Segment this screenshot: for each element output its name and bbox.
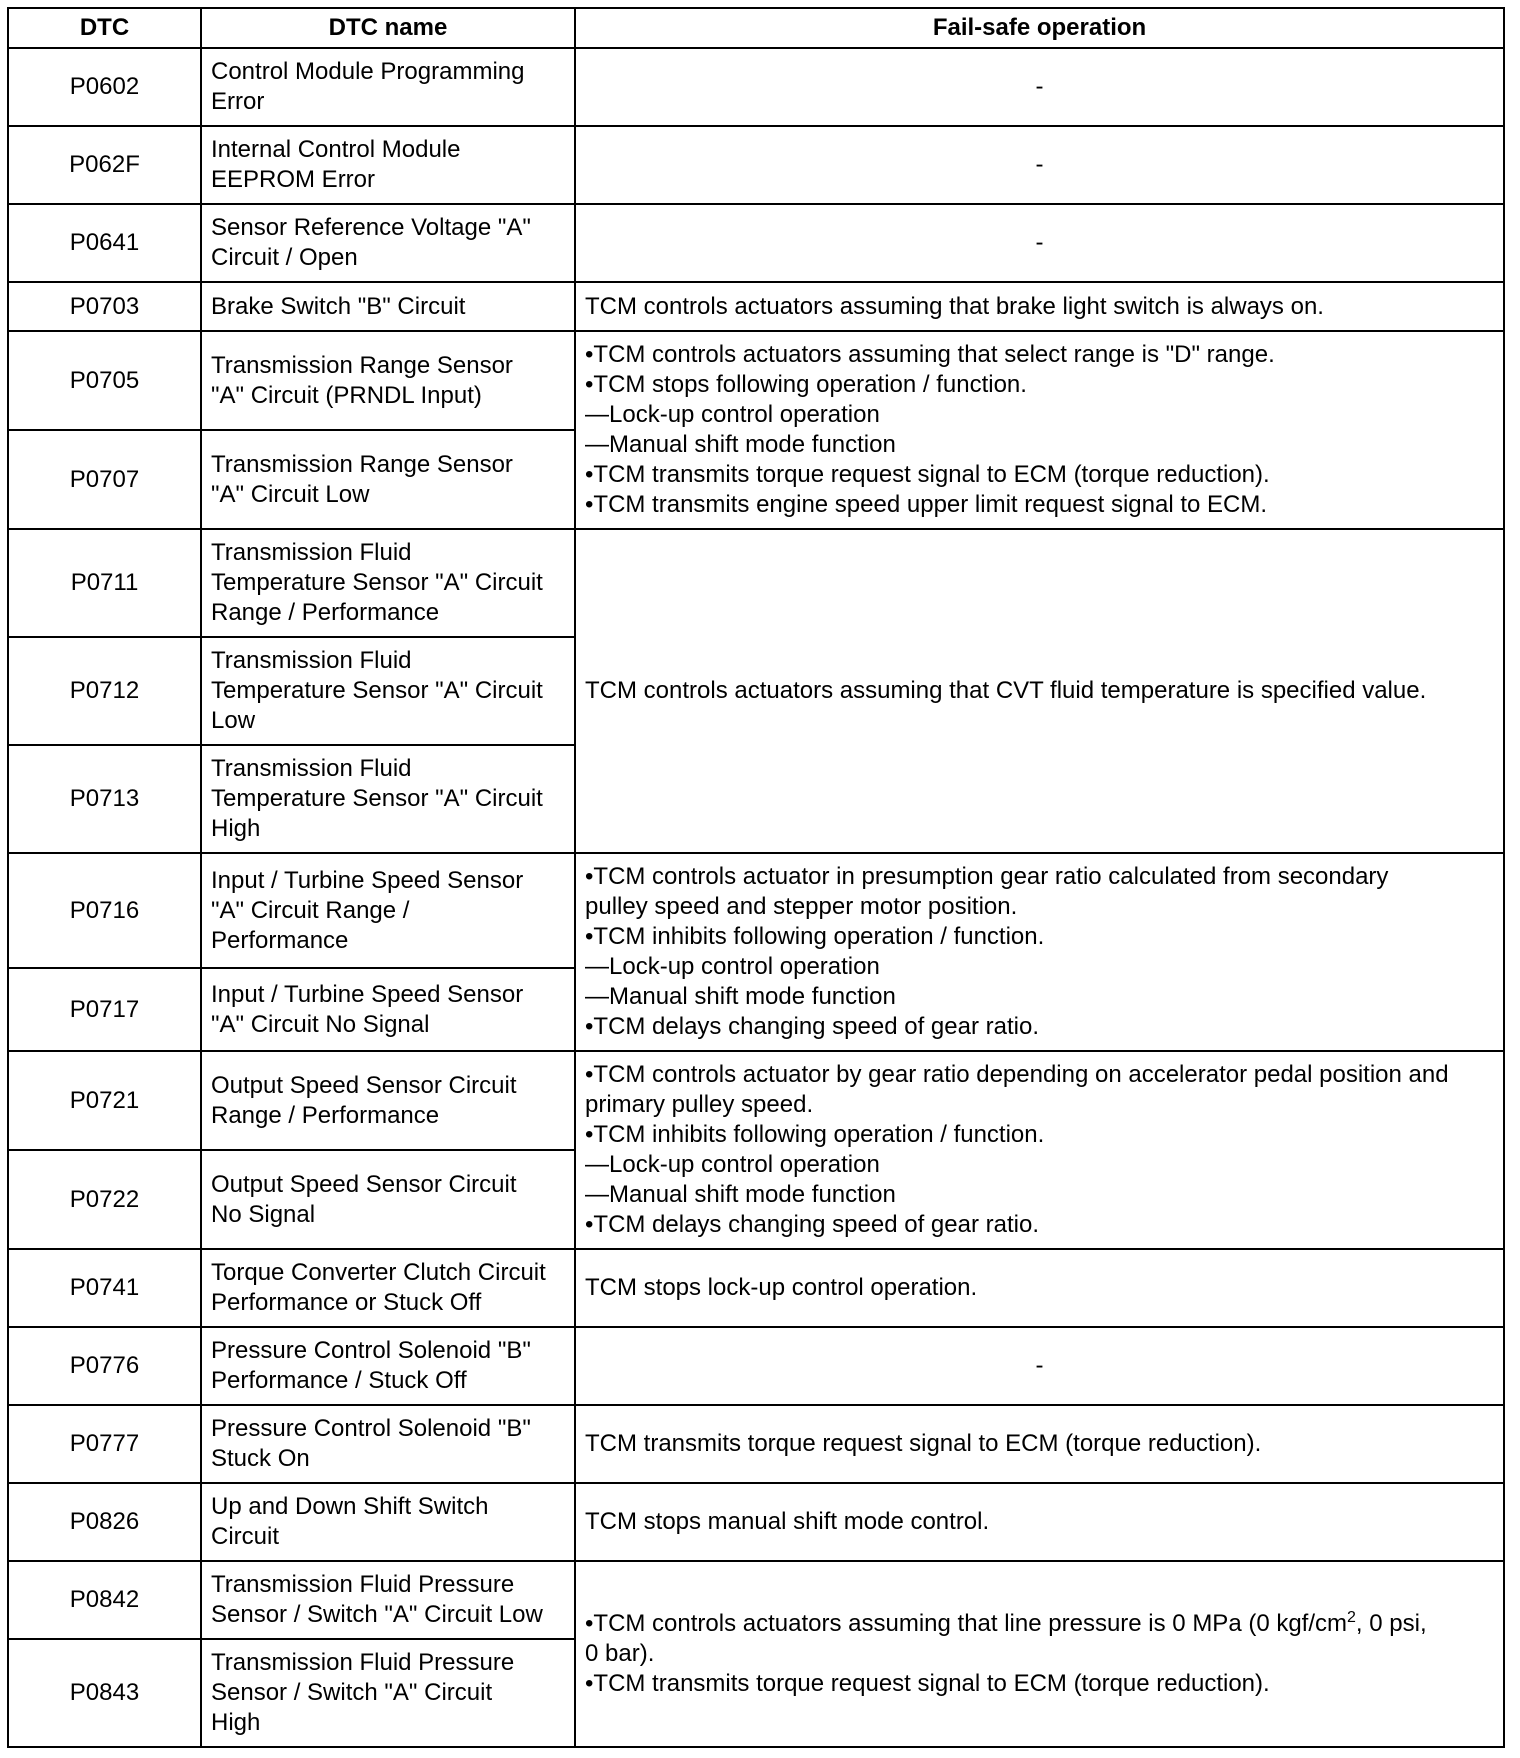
table-row <box>8 48 1504 126</box>
failsafe-line: •TCM stops following operation / function. <box>585 371 1027 398</box>
dtc-name-line: Transmission Range Sensor <box>211 351 513 379</box>
table-row <box>8 204 1504 282</box>
failsafe-text: , 0 psi, <box>1355 1610 1427 1637</box>
failsafe-line: —Manual shift mode function <box>585 1181 896 1208</box>
failsafe-operation: TCM stops lock-up control operation. <box>575 1249 1504 1327</box>
dtc-code: P0713 <box>8 745 201 853</box>
table-row <box>8 1483 1504 1561</box>
dtc-name-line: Input / Turbine Speed Sensor <box>211 980 524 1008</box>
failsafe-line: —Lock-up control operation <box>585 953 880 980</box>
dtc-table-page <box>7 7 1503 1748</box>
dtc-code: P0717 <box>8 968 201 1051</box>
failsafe-line: primary pulley speed. <box>585 1091 814 1118</box>
dtc-name-line: Performance or Stuck Off <box>211 1289 482 1316</box>
dtc-code: P0826 <box>8 1483 201 1561</box>
superscript-2: 2 <box>1347 1609 1356 1626</box>
failsafe-operation: - <box>575 1327 1504 1405</box>
dtc-name-line: Sensor / Switch "A" Circuit Low <box>211 1601 543 1628</box>
failsafe-line: •TCM controls actuator in presumption gear ratio calculated from secondary <box>585 863 1389 890</box>
dtc-name <box>201 430 575 529</box>
failsafe-text: •TCM controls actuators assuming that line pressure is 0 MPa (0 kgf/cm <box>585 1610 1348 1637</box>
table-row <box>8 126 1504 204</box>
dtc-name-line: Internal Control Module <box>211 136 461 163</box>
table-row <box>8 331 1504 430</box>
dtc-name-line: Transmission Fluid <box>211 539 412 566</box>
failsafe-operation: TCM stops manual shift mode control. <box>575 1483 1504 1561</box>
dtc-name-line: Input / Turbine Speed Sensor <box>211 866 524 894</box>
dtc-code: P0722 <box>8 1150 201 1249</box>
table-row <box>8 1405 1504 1483</box>
dtc-name-line: Performance <box>211 926 349 954</box>
failsafe-line: —Lock-up control operation <box>585 1151 880 1178</box>
failsafe-line: •TCM transmits torque request signal to ECM (torque reduction). <box>585 1670 1270 1697</box>
dtc-name-line: Range / Performance <box>211 1101 440 1129</box>
dtc-code: P0842 <box>8 1561 201 1639</box>
dtc-code: P0712 <box>8 637 201 745</box>
failsafe-operation <box>575 331 1504 529</box>
dtc-name <box>201 1639 575 1747</box>
dtc-name-line: Pressure Control Solenoid "B" <box>211 1415 531 1442</box>
dtc-name-line: Transmission Range Sensor <box>211 450 513 478</box>
dtc-name-line: Transmission Fluid <box>211 755 412 782</box>
dtc-code: P0777 <box>8 1405 201 1483</box>
failsafe-line: •TCM controls actuators assuming that select range is "D" range. <box>585 341 1275 368</box>
dtc-name <box>201 282 575 331</box>
dtc-name <box>201 48 575 126</box>
failsafe-line: 0 bar). <box>585 1640 655 1667</box>
failsafe-operation: - <box>575 204 1504 282</box>
dtc-name-line: Torque Converter Clutch Circuit <box>211 1259 546 1286</box>
dtc-name <box>201 853 575 968</box>
dtc-code: P0711 <box>8 529 201 637</box>
dtc-name <box>201 1249 575 1327</box>
dtc-code: P0843 <box>8 1639 201 1747</box>
failsafe-operation: TCM controls actuators assuming that CVT fluid temperature is specified value. <box>575 529 1504 853</box>
dtc-code: P0776 <box>8 1327 201 1405</box>
dtc-code: P0703 <box>8 282 201 331</box>
table-row <box>8 853 1504 968</box>
dtc-name <box>201 1327 575 1405</box>
failsafe-line: pulley speed and stepper motor position. <box>585 893 1018 920</box>
failsafe-operation: - <box>575 126 1504 204</box>
dtc-name-line: Temperature Sensor "A" Circuit <box>211 569 543 596</box>
failsafe-line: •TCM controls actuator by gear ratio depending on accelerator pedal position and <box>585 1061 1449 1088</box>
dtc-name <box>201 1561 575 1639</box>
failsafe-operation <box>575 853 1504 1051</box>
table-row <box>8 1249 1504 1327</box>
failsafe-operation <box>575 1051 1504 1249</box>
dtc-code: P0602 <box>8 48 201 126</box>
table-row <box>8 1561 1504 1639</box>
dtc-name-line: EEPROM Error <box>211 166 376 193</box>
dtc-name-line: High <box>211 815 261 842</box>
dtc-code: P0721 <box>8 1051 201 1150</box>
dtc-name-line: Output Speed Sensor Circuit <box>211 1071 517 1099</box>
failsafe-operation: TCM controls actuators assuming that brake light switch is always on. <box>575 282 1504 331</box>
dtc-name-line: Transmission Fluid <box>211 647 412 674</box>
dtc-name-line: Sensor / Switch "A" Circuit <box>211 1679 493 1706</box>
dtc-name-line: Up and Down Shift Switch <box>211 1493 489 1520</box>
dtc-name-line: Control Module Programming <box>211 58 525 85</box>
column-header-dtc: DTC <box>8 8 201 48</box>
failsafe-operation: - <box>575 48 1504 126</box>
dtc-name-line: Temperature Sensor "A" Circuit <box>211 677 543 704</box>
dtc-name <box>201 1405 575 1483</box>
table-header-row <box>8 8 1504 48</box>
dtc-name-line: Circuit <box>211 1523 280 1550</box>
dtc-name-line: "A" Circuit Low <box>211 480 370 508</box>
failsafe-operation: TCM transmits torque request signal to ECM (torque reduction). <box>575 1405 1504 1483</box>
dtc-code: P0705 <box>8 331 201 430</box>
table-row <box>8 1327 1504 1405</box>
dtc-name-line: Error <box>211 88 265 115</box>
dtc-name-line: Transmission Fluid Pressure <box>211 1571 515 1598</box>
dtc-name-line: "A" Circuit Range / <box>211 896 410 924</box>
dtc-code: P0641 <box>8 204 201 282</box>
failsafe-line: •TCM delays changing speed of gear ratio. <box>585 1211 1039 1238</box>
dtc-name <box>201 637 575 745</box>
dtc-name <box>201 968 575 1051</box>
dtc-name <box>201 1051 575 1150</box>
dtc-name <box>201 204 575 282</box>
dtc-name-line: Stuck On <box>211 1445 310 1472</box>
dtc-name-line: Transmission Fluid Pressure <box>211 1649 515 1676</box>
dtc-name-line: Circuit / Open <box>211 244 358 271</box>
dtc-name <box>201 126 575 204</box>
dtc-name-line: Range / Performance <box>211 599 440 626</box>
dtc-name-line: Pressure Control Solenoid "B" <box>211 1337 531 1364</box>
dtc-name <box>201 331 575 430</box>
dtc-name-line: Low <box>211 707 256 734</box>
dtc-failsafe-table <box>7 7 1505 1748</box>
dtc-code: P062F <box>8 126 201 204</box>
failsafe-line: •TCM transmits engine speed upper limit request signal to ECM. <box>585 491 1268 518</box>
table-row <box>8 1051 1504 1150</box>
dtc-code: P0741 <box>8 1249 201 1327</box>
table-row <box>8 282 1504 331</box>
dtc-name-line: Temperature Sensor "A" Circuit <box>211 785 543 812</box>
failsafe-line: —Lock-up control operation <box>585 401 880 428</box>
dtc-name-line: High <box>211 1709 261 1736</box>
dtc-code: P0716 <box>8 853 201 968</box>
dtc-name <box>201 1150 575 1249</box>
dtc-name-line: Performance / Stuck Off <box>211 1367 467 1394</box>
dtc-name-line: No Signal <box>211 1200 316 1228</box>
column-header-dtc-name: DTC name <box>201 8 575 48</box>
failsafe-line <box>585 1609 1494 1639</box>
column-header-failsafe: Fail-safe operation <box>575 8 1504 48</box>
dtc-name <box>201 1483 575 1561</box>
failsafe-line: •TCM inhibits following operation / function. <box>585 923 1045 950</box>
dtc-name-line: Output Speed Sensor Circuit <box>211 1170 517 1198</box>
dtc-name-line: Brake Switch "B" Circuit <box>211 292 466 320</box>
failsafe-line: •TCM inhibits following operation / function. <box>585 1121 1045 1148</box>
dtc-name <box>201 745 575 853</box>
failsafe-line: —Manual shift mode function <box>585 431 896 458</box>
dtc-code: P0707 <box>8 430 201 529</box>
failsafe-line: —Manual shift mode function <box>585 983 896 1010</box>
failsafe-line: •TCM transmits torque request signal to ECM (torque reduction). <box>585 461 1270 488</box>
dtc-name-line: "A" Circuit (PRNDL Input) <box>211 381 482 409</box>
table-row <box>8 529 1504 637</box>
dtc-name <box>201 529 575 637</box>
dtc-name-line: "A" Circuit No Signal <box>211 1010 430 1038</box>
failsafe-operation <box>575 1561 1504 1747</box>
dtc-name-line: Sensor Reference Voltage "A" <box>211 214 531 241</box>
failsafe-line: •TCM delays changing speed of gear ratio. <box>585 1013 1039 1040</box>
